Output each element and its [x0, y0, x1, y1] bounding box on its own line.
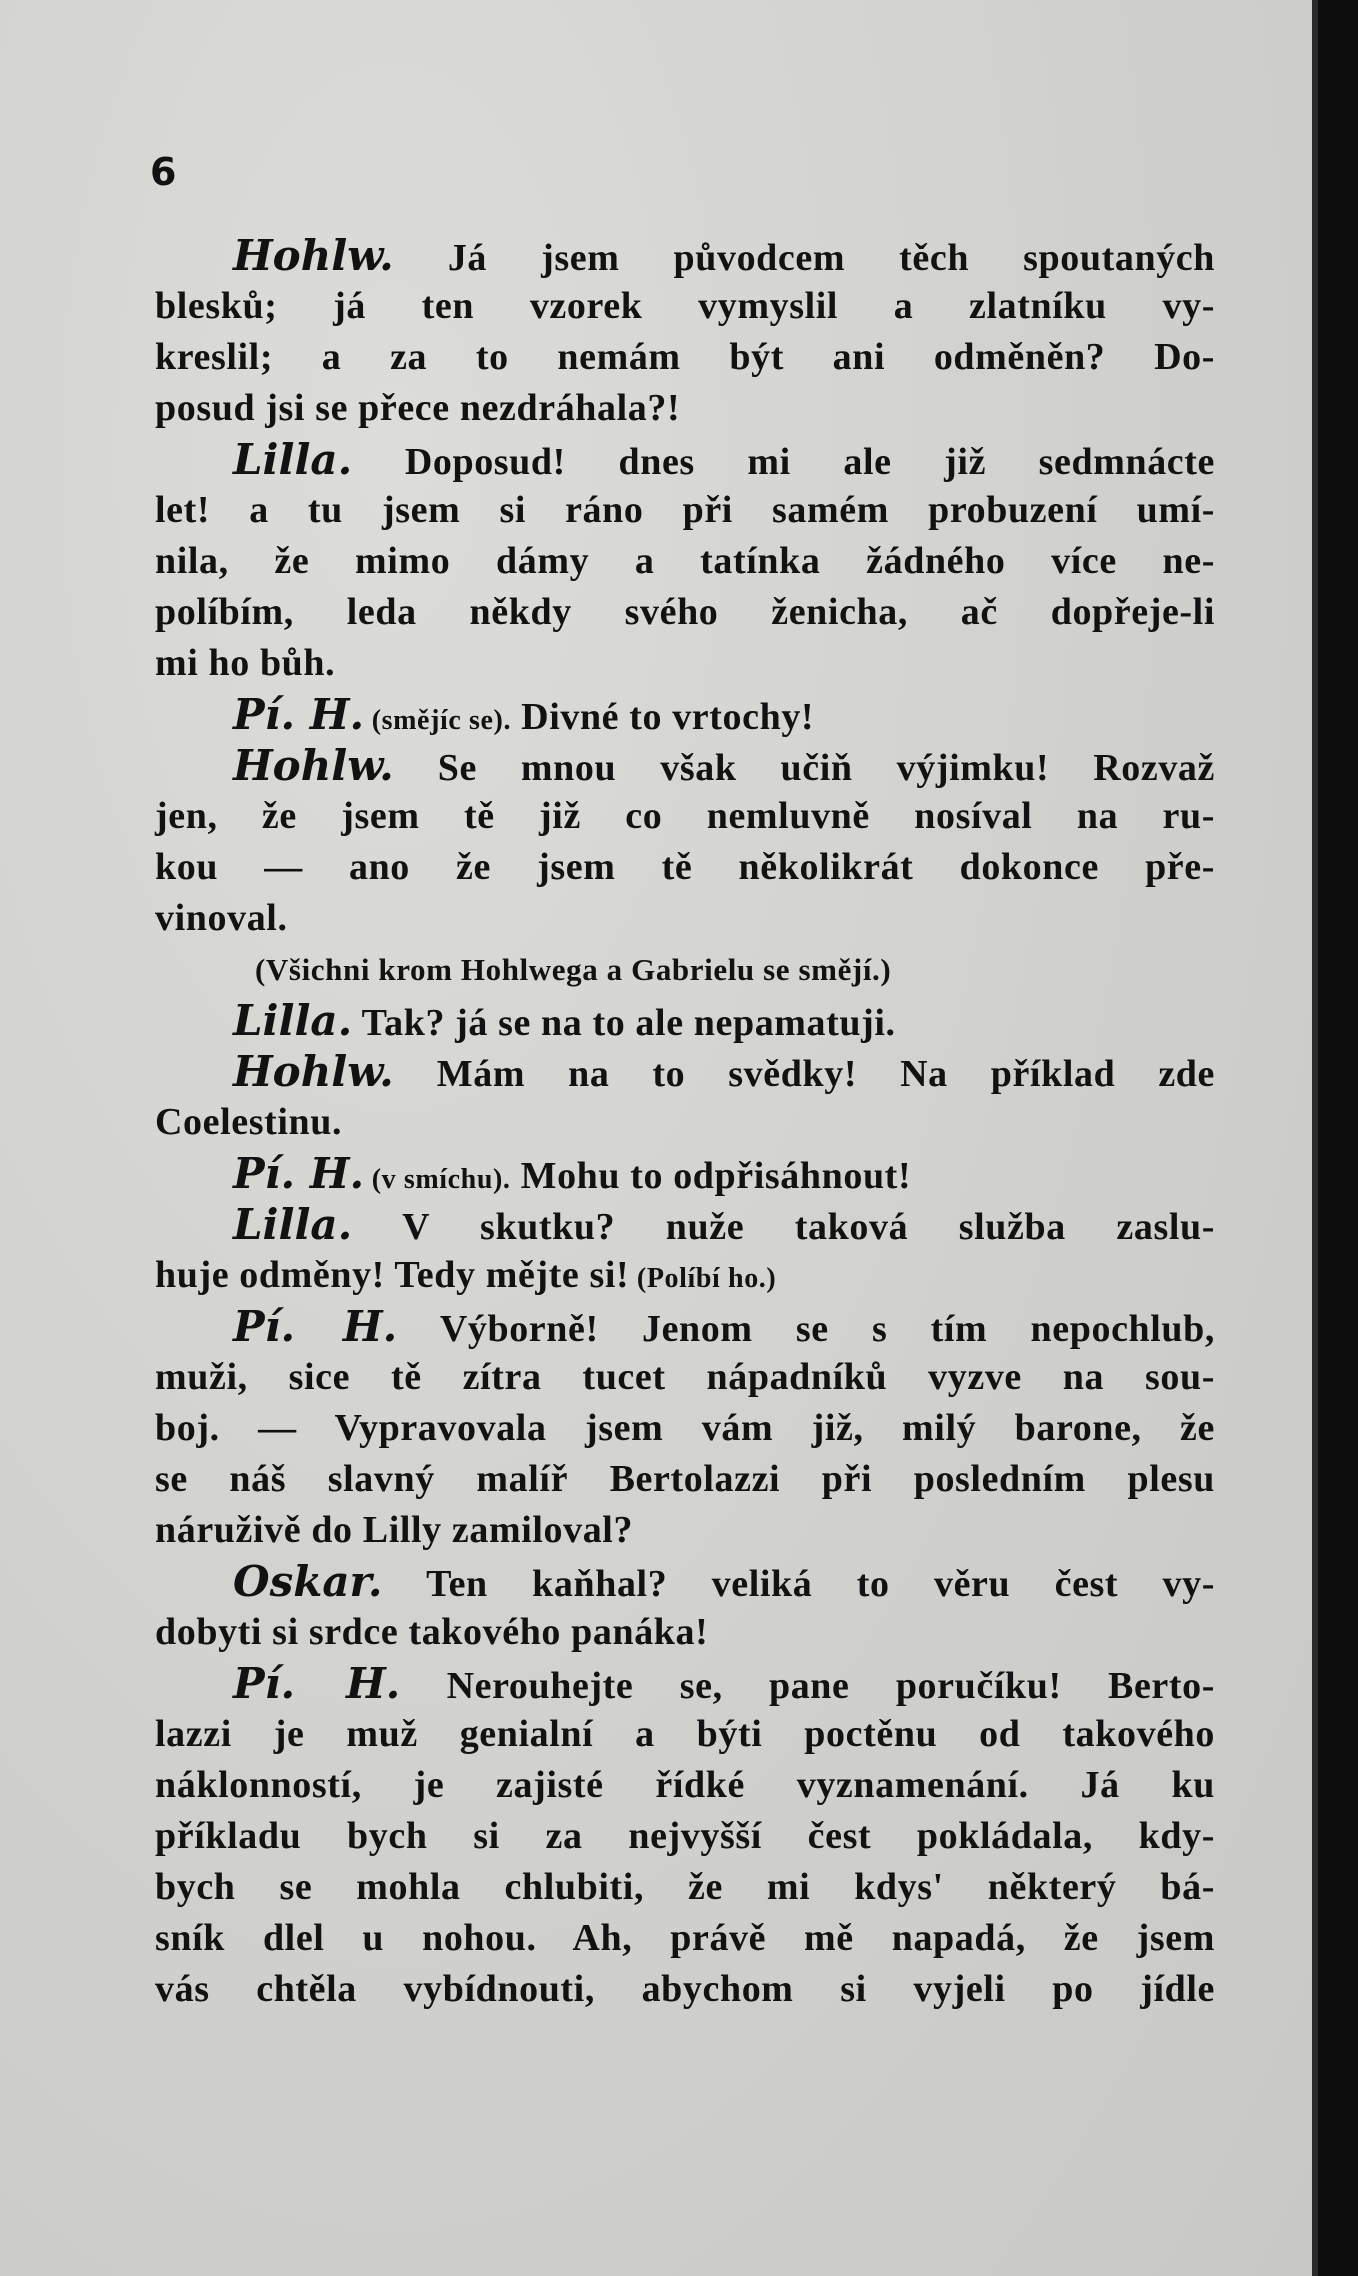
page-number: 6	[150, 150, 177, 194]
line-text: dobyti si srdce takového panáka!	[155, 1611, 709, 1653]
text-line	[155, 1403, 1215, 1454]
text-line	[155, 842, 1215, 893]
line-text: Doposud! dnes mi ale již sedmnácte	[352, 441, 1215, 483]
text-line	[155, 1811, 1215, 1862]
text-line	[155, 1607, 1215, 1658]
line-text: Se mnou však učiň výjimku! Rozvaž	[393, 747, 1215, 789]
line-text: V skutku? nuže taková služba zaslu-	[352, 1206, 1215, 1248]
line-text: náruživě do Lilly zamiloval?	[155, 1509, 634, 1551]
stage-direction: (v smíchu).	[364, 1164, 511, 1195]
text-line	[155, 944, 1215, 995]
text-line	[155, 1913, 1215, 1964]
line-text: (Všichni krom Hohlwega a Gabrielu se smějí.)	[255, 952, 892, 987]
line-text: Mám na to svědky! Na příklad zde	[393, 1053, 1215, 1095]
speaker-name: Pí. H.	[233, 1659, 401, 1708]
line-text: bych se mohla chlubiti, že mi kdys' některý bá-	[155, 1866, 1215, 1908]
line-text: kreslil; a za to nemám být ani odměněn? Do-	[155, 336, 1215, 378]
line-text: blesků; já ten vzorek vymyslil a zlatníku vy-	[155, 285, 1215, 327]
line-text: vás chtěla vybídnouti, abychom si vyjeli po jídle	[155, 1968, 1215, 2010]
line-text: muži, sice tě zítra tucet nápadníků vyzve na sou-	[155, 1356, 1215, 1398]
line-text: Výborně! Jenom se s tím nepochlub,	[397, 1308, 1215, 1350]
line-text: jen, že jsem tě již co nemluvně nosíval na ru-	[155, 795, 1215, 837]
page-edge-shadow	[1312, 0, 1358, 2276]
line-text: náklonností, je zajisté řídké vyznamenání. Já ku	[155, 1764, 1215, 1806]
text-line	[155, 281, 1215, 332]
speaker-name: Lilla.	[233, 996, 353, 1045]
line-text: příkladu bych si za nejvyšší čest pokládala, kdy-	[155, 1815, 1215, 1857]
text-line	[155, 434, 1215, 485]
speaker-name: Oskar.	[233, 1557, 383, 1606]
line-text: vinoval.	[155, 897, 288, 939]
speaker-name: Pí. H.	[233, 1149, 365, 1198]
text-line	[155, 995, 1215, 1046]
text-line	[155, 230, 1215, 281]
line-text: mi ho bůh.	[155, 642, 336, 684]
line-text: let! a tu jsem si ráno při samém probuzení umí-	[155, 489, 1215, 531]
text-line	[155, 1709, 1215, 1760]
text-line	[155, 1658, 1215, 1709]
line-text: políbím, leda někdy svého ženicha, ač dopřeje-li	[155, 591, 1215, 633]
line-text: Ten kaňhal? veliká to věru čest vy-	[382, 1563, 1215, 1605]
text-line	[155, 485, 1215, 536]
text-line	[155, 1199, 1215, 1250]
line-text: Divné to vrtochy!	[511, 696, 815, 738]
line-text: Coelestinu.	[155, 1101, 343, 1143]
line-text: Mohu to odpřisáhnout!	[510, 1155, 912, 1197]
text-line	[155, 587, 1215, 638]
text-line	[155, 1148, 1215, 1199]
text-line	[155, 1760, 1215, 1811]
text-line	[155, 1964, 1215, 2015]
text-line	[155, 740, 1215, 791]
text-line	[155, 1250, 1215, 1301]
line-text: huje odměny! Tedy mějte si!	[155, 1254, 630, 1296]
line-text: Já jsem původcem těch spoutaných	[393, 237, 1215, 279]
text-line	[155, 638, 1215, 689]
speaker-name: Pí. H.	[233, 1302, 398, 1351]
speaker-name: Lilla.	[233, 1200, 353, 1249]
line-text: boj. — Vypravovala jsem vám již, milý barone, že	[155, 1407, 1215, 1449]
speaker-name: Pí. H.	[233, 690, 365, 739]
text-line	[155, 1301, 1215, 1352]
text-line	[155, 1097, 1215, 1148]
text-line	[155, 1862, 1215, 1913]
speaker-name: Hohlw.	[233, 741, 394, 790]
text-line	[155, 332, 1215, 383]
text-line	[155, 1046, 1215, 1097]
speaker-name: Hohlw.	[233, 1047, 394, 1096]
line-text: Tak? já se na to ale nepamatuji.	[352, 1002, 896, 1044]
line-text: sník dlel u nohou. Ah, právě mě napadá, že jsem	[155, 1917, 1215, 1959]
line-text: posud jsi se přece nezdráhala?!	[155, 387, 681, 429]
text-line	[155, 689, 1215, 740]
text-line	[155, 1454, 1215, 1505]
line-text: se náš slavný malíř Bertolazzi při posledním plesu	[155, 1458, 1215, 1500]
text-line	[155, 791, 1215, 842]
speaker-name: Hohlw.	[233, 231, 394, 280]
stage-direction: (Políbí ho.)	[629, 1263, 777, 1294]
line-text: lazzi je muž genialní a býti poctěnu od takového	[155, 1713, 1215, 1755]
line-text: Nerouhejte se, pane poručíku! Berto-	[400, 1665, 1215, 1707]
text-line	[155, 1505, 1215, 1556]
text-line	[155, 893, 1215, 944]
speaker-name: Lilla.	[233, 435, 353, 484]
text-line	[155, 536, 1215, 587]
stage-direction: (smějíc se).	[364, 705, 512, 736]
text-line	[155, 1556, 1215, 1607]
line-text: kou — ano že jsem tě několikrát dokonce pře-	[155, 846, 1215, 888]
line-text: nila, že mimo dámy a tatínka žádného více ne-	[155, 540, 1215, 582]
text-line	[155, 1352, 1215, 1403]
text-line	[155, 383, 1215, 434]
page-text	[155, 230, 1215, 2015]
